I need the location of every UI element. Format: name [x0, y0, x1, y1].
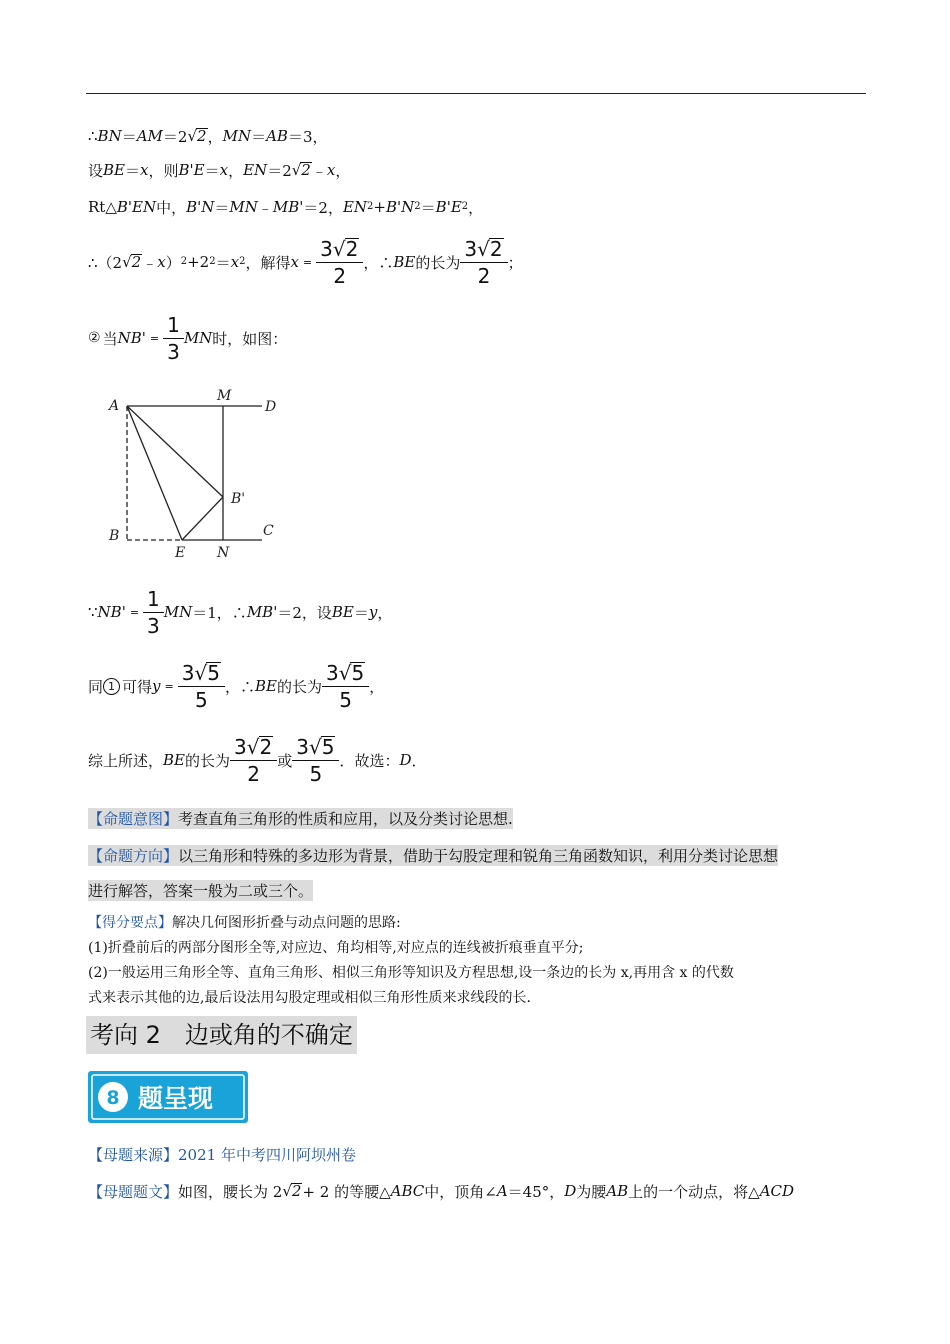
points-line-2 — [88, 937, 583, 957]
text: 2 — [259, 734, 273, 759]
text: 2 — [230, 760, 277, 785]
fraction — [294, 736, 337, 785]
text: ， — [377, 603, 393, 622]
text: B'EN — [116, 198, 157, 216]
source-line — [88, 1142, 356, 1166]
sqrt: √ 5 — [194, 660, 220, 685]
text: 1 — [167, 312, 180, 337]
text: x — [140, 161, 149, 179]
text: 2 — [489, 236, 503, 261]
points-text: 式来表示其他的边,最后设法用勾股定理或相似三角形性质来求线段的长. — [88, 990, 531, 1006]
text: y — [368, 603, 378, 621]
text: 5 — [322, 686, 369, 711]
text: ＝ — [214, 198, 230, 217]
text: x — [326, 161, 336, 179]
text: + — [373, 198, 386, 216]
text: 3 — [143, 612, 164, 637]
badge-label: 题呈现 — [138, 1084, 214, 1113]
points-line-1 — [88, 912, 401, 932]
text: EN — [243, 161, 268, 179]
problem-line — [88, 1178, 794, 1204]
text: BN — [97, 127, 122, 145]
text: x — [219, 161, 229, 179]
text: 2 — [197, 127, 207, 146]
sqrt: √ 5 — [338, 660, 365, 685]
text: 2 — [301, 161, 311, 180]
text: BE — [254, 677, 277, 695]
text: ＝ — [204, 161, 220, 180]
text: +2 — [187, 253, 210, 271]
text: ＝ — [121, 127, 137, 146]
fraction — [324, 662, 367, 711]
label-M: M — [217, 388, 232, 404]
text: EN — [342, 198, 368, 216]
text: B'N — [386, 198, 415, 216]
problem-tag: 【母题题文】 — [88, 1182, 179, 1201]
text: MN — [222, 127, 252, 145]
solution-line-4: ∴（2 √ 2 ﹣ x ） 2 +2 2 ＝ x 2 ，解得 x = 3 √ 2 2 ，∴ BE 的长为 3 √ 2 2 ； — [88, 236, 523, 288]
text: ＝ — [353, 603, 369, 622]
label-A: A — [109, 398, 120, 414]
solution-line-5 — [88, 310, 287, 366]
text: BE — [331, 603, 354, 621]
text: + 2 的等腰△ — [302, 1182, 391, 1201]
text: AB — [606, 1182, 629, 1200]
text: ＝ — [420, 198, 436, 217]
text: 设 — [88, 161, 104, 180]
label-C: C — [263, 523, 274, 539]
text: 5 — [178, 686, 225, 711]
text: MB' — [272, 198, 304, 216]
source-text: 2021 年中考四川阿坝州卷 — [178, 1145, 356, 1164]
solution-line-7 — [88, 656, 384, 716]
fraction — [180, 662, 223, 711]
fraction — [232, 736, 275, 785]
intent-text: 考查直角三角形的性质和应用，以及分类讨论思想. — [178, 809, 513, 828]
points-text: 解决几何图形折叠与动点问题的思路: — [172, 915, 401, 931]
text: 1 — [147, 586, 160, 611]
text: ＝45°， — [507, 1182, 565, 1201]
text: 上的一个动点，将△ — [628, 1182, 760, 1201]
label-D: D — [265, 399, 277, 415]
fraction — [318, 238, 361, 287]
text: ， — [468, 198, 484, 217]
text: ，∴ — [224, 677, 255, 696]
direction-tag: 【命题方向】 — [88, 846, 179, 865]
text: 2 — [345, 236, 359, 261]
direction-text: 进行解答，答案一般为二或三个。 — [88, 881, 314, 900]
sqrt: √ 2 — [122, 253, 142, 272]
line-AE — [127, 406, 182, 540]
text: ， — [228, 161, 244, 180]
text: ＝ — [215, 253, 231, 272]
text: 2 — [291, 1182, 302, 1201]
label-B: B — [109, 528, 120, 544]
text: BE — [393, 253, 416, 271]
sqrt: √ 2 — [477, 236, 503, 261]
points-text: (1)折叠前后的两部分图形全等,对应边、角均相等,对应点的连线被折痕垂直平分; — [88, 940, 584, 956]
text: 的长为 — [185, 751, 231, 770]
points-text: (2)一般运用三角形全等、直角三角形、相似三角形等知识及方程思想,设一条边的长为 x,再用含 x 的代数 — [88, 965, 734, 981]
text: 3 — [163, 338, 184, 363]
solution-line-1 — [88, 124, 328, 148]
label-E: E — [175, 545, 186, 561]
text: ＝1，∴ — [192, 603, 247, 622]
text: ＝2 — [162, 127, 188, 146]
text: NB' — [97, 603, 126, 621]
points-line-3 — [88, 962, 734, 982]
text: 2 — [460, 262, 507, 287]
text: ； — [507, 253, 523, 272]
header-rule — [86, 93, 866, 94]
text: MN — [183, 329, 213, 347]
points-line-4 — [88, 987, 531, 1007]
text: 综上所述， — [88, 751, 164, 770]
text: 3 — [325, 660, 339, 685]
text: 可得 — [122, 677, 153, 696]
text: = — [129, 605, 140, 619]
label-N: N — [217, 545, 230, 561]
text: 如图，腰长为 2 — [178, 1182, 283, 1201]
geometry-figure — [100, 385, 290, 565]
text: ） — [165, 253, 181, 272]
text: 5 — [292, 760, 339, 785]
text: 3 — [464, 236, 478, 261]
text: ﹣ — [311, 161, 327, 180]
text: 3 — [181, 660, 195, 685]
text: = — [149, 331, 160, 345]
text: ＝ — [125, 161, 141, 180]
text: BE — [103, 161, 125, 179]
line-EB1 — [182, 497, 223, 540]
text: ﹣ — [142, 253, 158, 272]
direction-line-1 — [88, 843, 778, 867]
intent-line — [88, 806, 513, 830]
source-tag: 【母题来源】 — [88, 1145, 179, 1164]
circled-number: ② — [88, 329, 101, 346]
problem-badge — [88, 1071, 248, 1123]
text: x — [230, 253, 240, 271]
fraction — [145, 588, 162, 637]
text: MB' — [246, 603, 278, 621]
line-AB1 — [127, 406, 223, 497]
text: ACD — [759, 1182, 795, 1200]
text: y — [152, 677, 161, 695]
text: ∴ — [88, 127, 98, 145]
sqrt: √ 2 — [282, 1182, 302, 1201]
sqrt: √ 2 — [246, 734, 273, 759]
text: B'N — [186, 198, 215, 216]
text: Rt△ — [88, 198, 117, 216]
sqrt: √ 5 — [308, 734, 335, 759]
solution-line-2 — [88, 158, 350, 182]
intent-tag: 【命题意图】 — [88, 809, 179, 828]
badge-icon-glyph: 8 — [106, 1087, 120, 1109]
fraction — [462, 238, 505, 287]
solution-line-3: Rt△ B'EN 中， B'N ＝ MN ﹣ MB' ＝2， EN 2 + B'N 2 ＝ B'E 2 ， — [88, 198, 484, 217]
text: 为腰 — [576, 1182, 607, 1201]
text: 5 — [321, 734, 335, 759]
text: 3 — [296, 734, 309, 759]
solution-line-8 — [88, 730, 427, 790]
label-B-prime: B' — [231, 491, 246, 507]
text: D — [399, 751, 412, 769]
text: 时，如图： — [212, 329, 288, 348]
direction-text: 以三角形和特殊的多边形为背景，借助于勾股定理和锐角三角函数知识，利用分类讨论思想 — [178, 846, 779, 865]
text: ， — [207, 127, 223, 146]
text: ．故选： — [339, 751, 400, 770]
text: 3 — [234, 734, 247, 759]
text: ﹣ — [257, 198, 273, 217]
text: 5 — [207, 660, 220, 685]
text: ABC — [390, 1182, 425, 1200]
text: ， — [369, 677, 385, 696]
text: 5 — [351, 660, 365, 685]
text: 当 — [102, 329, 118, 348]
text: D — [564, 1182, 577, 1200]
circled-number: 1 — [103, 678, 120, 695]
text: MN — [229, 198, 258, 216]
text: ＝ — [251, 127, 267, 146]
text: ∴（2 — [88, 253, 123, 272]
section-heading: 考向 2 边或角的不确定 — [86, 1016, 357, 1054]
text: 的长为 — [415, 253, 461, 272]
text: AM — [136, 127, 163, 145]
text: 中，顶角∠ — [424, 1182, 497, 1201]
text: ＝2 — [267, 161, 292, 180]
points-tag: 【得分要点】 — [88, 915, 172, 931]
sqrt: √ 2 — [332, 236, 359, 261]
text: = — [164, 679, 174, 693]
text: B'E — [435, 198, 462, 216]
text: ，解得 — [245, 253, 291, 272]
text: ， — [335, 161, 351, 180]
text: 2 — [316, 262, 363, 287]
text: = — [302, 255, 313, 269]
text: 同 — [88, 677, 104, 696]
text: ＝3， — [287, 127, 328, 146]
text: AB — [266, 127, 288, 145]
text: B'E — [178, 161, 205, 179]
text: 2 — [131, 253, 142, 272]
sqrt: √ 2 — [187, 127, 207, 146]
text: MN — [163, 603, 193, 621]
text: 或 — [277, 751, 293, 770]
text: 3 — [320, 236, 333, 261]
fraction — [165, 314, 182, 363]
solution-line-6 — [88, 584, 392, 640]
text: 中， — [156, 198, 187, 217]
text: 的长为 — [276, 677, 322, 696]
text: BE — [163, 751, 185, 769]
text: ，∴ — [363, 253, 394, 272]
text: x — [290, 253, 299, 271]
text: NB' — [117, 329, 146, 347]
text: ＝2， — [303, 198, 343, 217]
text: ． — [411, 751, 427, 770]
text: ∵ — [88, 603, 98, 621]
text: A — [496, 1182, 508, 1200]
text: x — [157, 253, 166, 271]
direction-line-2 — [88, 878, 313, 902]
sqrt: √ 2 — [291, 161, 311, 180]
text: ＝2，设 — [277, 603, 332, 622]
text: ，则 — [148, 161, 179, 180]
